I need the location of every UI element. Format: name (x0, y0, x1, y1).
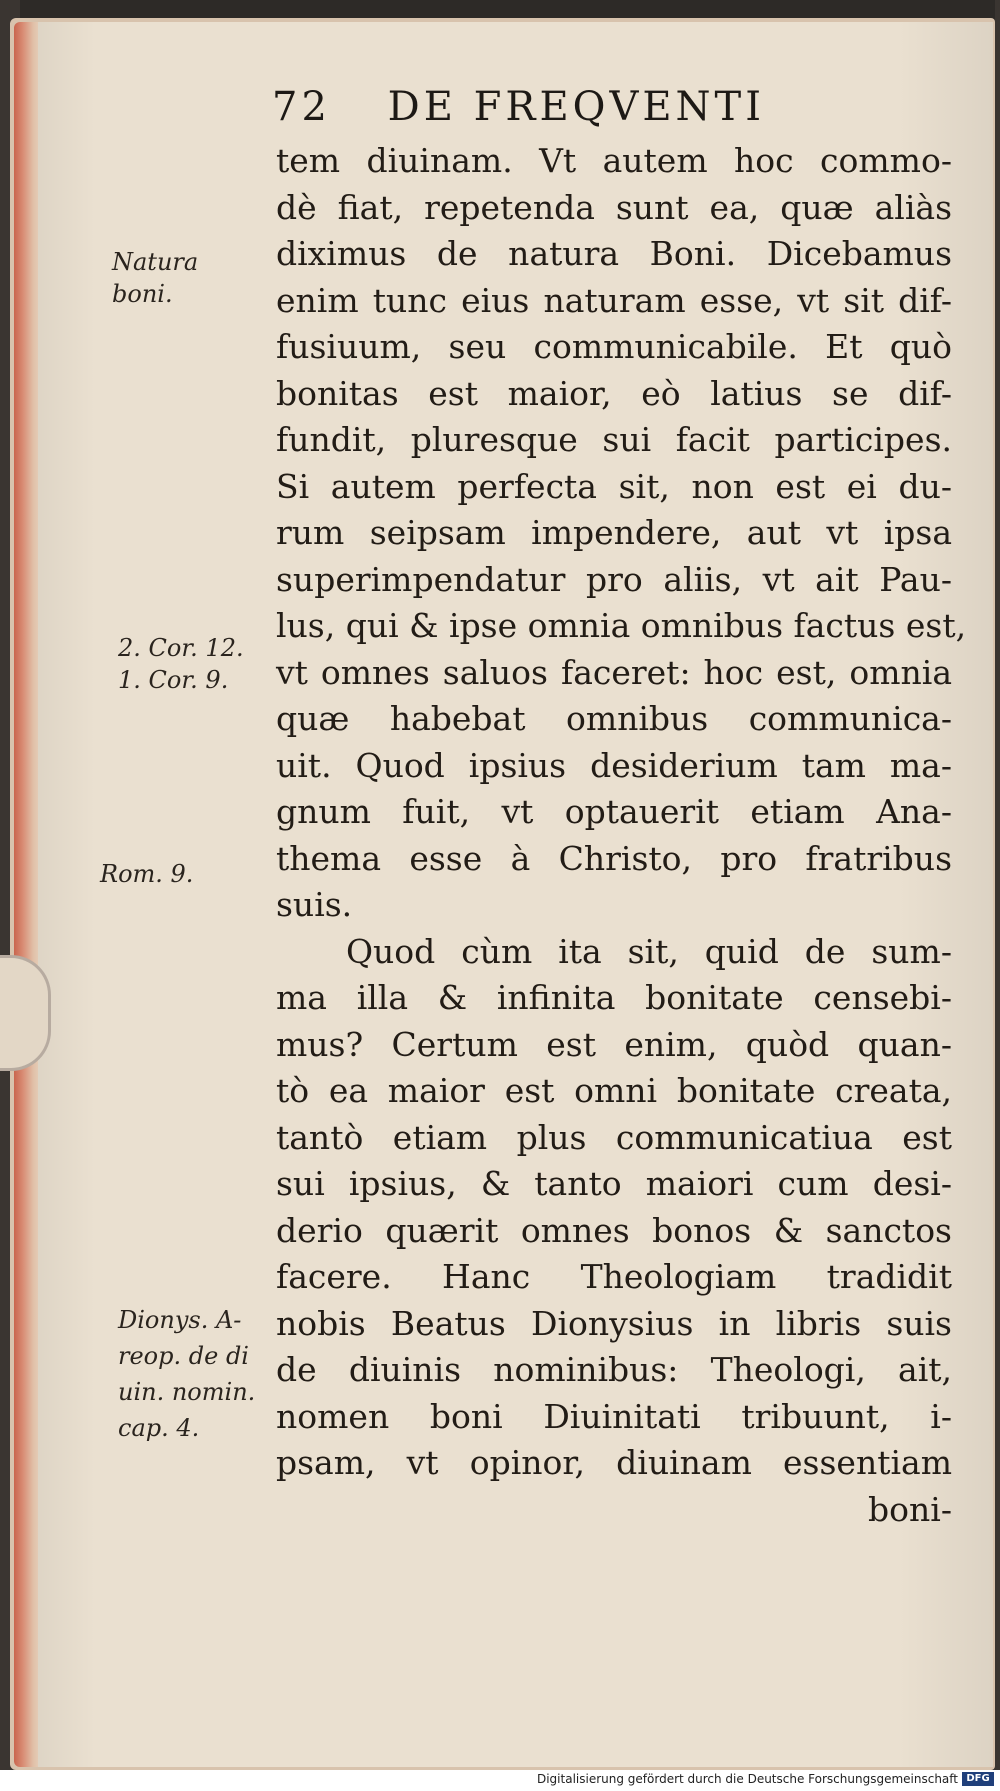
text-line: dè fiat, repetenda sunt ea, quæ aliàs (276, 187, 952, 227)
text-line: vt omnes saluos faceret: hoc est, omnia (276, 652, 952, 692)
text-line: tem diuinam. Vt autem hoc commo- (276, 141, 952, 180)
marginal-line: cap. 4. (118, 1414, 200, 1442)
marginal-line: Rom. 9. (100, 860, 194, 888)
text-line: ma illa & infinita bonitate censebi- (276, 978, 952, 1017)
marginal-line: uin. nomin. (118, 1378, 256, 1406)
text-line: nobis Beatus Dionysius in libris suis (276, 1303, 952, 1343)
text-line: Si autem perfecta sit, non est ei du- (276, 466, 952, 506)
text-line: sui ipsius, & tanto maiori cum desi- (276, 1164, 952, 1203)
marginal-line: boni. (112, 280, 173, 308)
text-line: fusiuum, seu communicabile. Et quò (276, 327, 952, 366)
text-line: superimpendatur pro aliis, vt ait Pau- (276, 559, 952, 599)
text-line: diximus de natura Boni. Dicebamus (276, 234, 952, 273)
marginal-line: reop. de di (118, 1342, 249, 1370)
text-line: lus, qui & ipse omnia omnibus factus est, (276, 606, 967, 645)
text-line: suis. (276, 885, 353, 924)
text-line: nomen boni Diuinitati tribuunt, i- (276, 1396, 952, 1436)
text-line: facere. Hanc Theologiam tradidit (276, 1257, 952, 1296)
running-head (272, 84, 872, 134)
marginal-note-dionys (118, 1302, 255, 1446)
body-text (276, 138, 967, 1533)
text-line: quæ habebat omnibus communica- (276, 699, 952, 738)
text-line: de diuinis nominibus: Theologi, ait, (276, 1350, 952, 1389)
text-line: psam, vt opinor, diuinam essentiam (276, 1443, 952, 1482)
text-line: enim tunc eius naturam esse, vt sit dif- (276, 280, 952, 320)
text-line: tò ea maior est omni bonitate creata, (276, 1071, 952, 1110)
catchword: boni- (868, 1489, 952, 1529)
marginal-line: Dionys. A- (118, 1306, 242, 1334)
marginal-note-cor (118, 632, 244, 696)
text-line: fundit, pluresque sui facit participes. (276, 420, 952, 459)
text-line: uit. Quod ipsius desiderium tam ma- (276, 745, 952, 785)
running-title: DE FREQVENTI (387, 84, 766, 130)
text-line: Quod cùm ita sit, quid de sum- (346, 931, 952, 971)
dfg-logo: DFG (962, 1772, 994, 1786)
marginal-line: 1. Cor. 9. (118, 666, 229, 694)
text-line: bonitas est maior, eò latius se dif- (276, 373, 952, 413)
marginal-note-rom (100, 858, 193, 890)
text-line: thema esse à Christo, pro fratribus (276, 838, 952, 878)
text-line: mus? Certum est enim, quòd quan- (276, 1024, 952, 1064)
text-line: gnum fuit, vt optauerit etiam Ana- (276, 792, 952, 831)
marginal-line: 2. Cor. 12. (118, 634, 244, 662)
text-line: rum seipsam impendere, aut vt ipsa (276, 513, 952, 552)
page-number: 72 (272, 84, 331, 130)
footer-credit: Digitalisierung gefördert durch die Deutsche Forschungsgemeinschaft (536, 1772, 958, 1786)
marginal-line: Natura (112, 248, 199, 276)
text-line: tantò etiam plus communicatiua est (276, 1117, 952, 1157)
marginal-note-natura (112, 246, 198, 310)
text-line: derio quærit omnes bonos & sanctos (276, 1210, 952, 1250)
thumb-tab (0, 955, 51, 1071)
